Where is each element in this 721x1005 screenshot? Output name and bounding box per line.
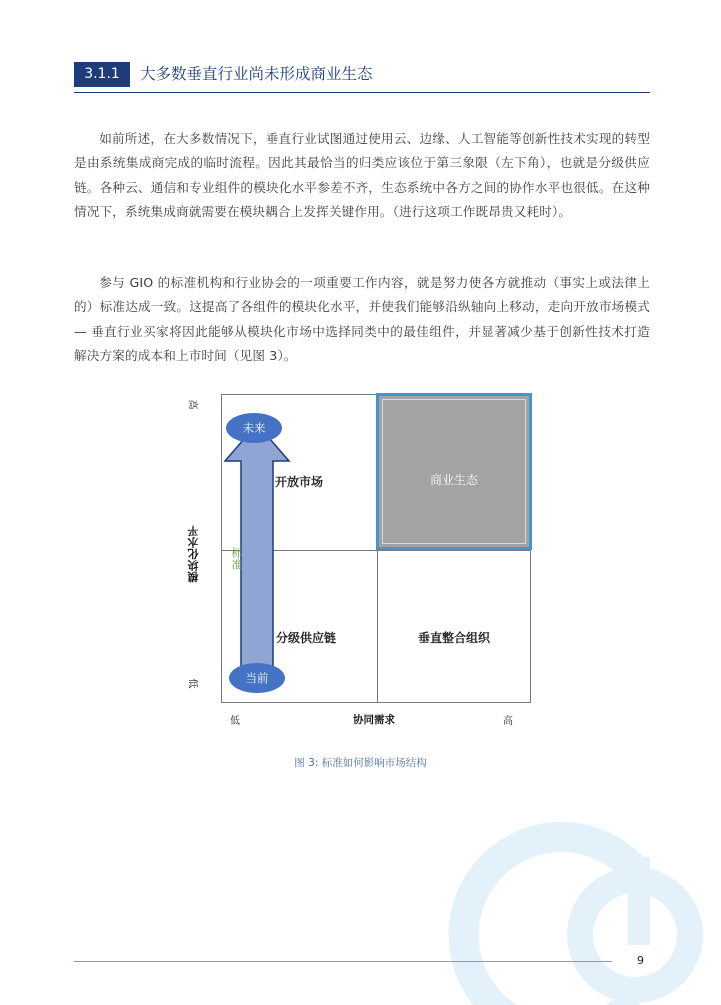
section-header	[74, 60, 650, 94]
quadrant-grid	[221, 394, 531, 703]
section-divider	[74, 92, 650, 93]
section-number: 3.1.1	[74, 62, 130, 87]
y-axis-title: 模块化水平	[187, 525, 200, 583]
future-pill: 未来	[226, 413, 282, 443]
body-paragraph-1: 如前所述，在大多数情况下，垂直行业试图通过使用云、边缘、人工智能等创新性技术实现的转型是由系统集成商完成的临时流程。因此其最恰当的归类应该位于第三象限（左下角），也就是分级供应链。各种云、通信和专业组件的模块化水平参差不齐，生态系统中各方之间的协作水平也很低。在这种情况下，系统集成商就需要在模块耦合上发挥关键作用。（进行这项工作既昂贵又耗时）。	[74, 131, 650, 220]
figure-caption: 图 3: 标准如何影响市场结构	[294, 757, 427, 769]
quadrant-label-vertical-integration: 垂直整合组织	[418, 631, 491, 645]
quadrant-label-open-market: 开放市场	[275, 475, 324, 489]
y-axis-high-label: 高	[186, 399, 198, 410]
section-title: 大多数垂直行业尚未形成商业生态	[140, 65, 373, 83]
x-axis-high-label: 高	[503, 716, 513, 727]
x-axis-title: 协同需求	[353, 714, 395, 726]
market-structure-figure	[170, 385, 550, 735]
body-paragraph-2: 参与 GIO 的标准机构和行业协会的一项重要工作内容，就是努力使各方就推动（事实上或法律上的）标准达成一致。这提高了各组件的模块化水平，并使我们能够沿纵轴向上移动，走向开放市场模式— 垂直行业买家将因此能够从模块化市场中选择同类中的最佳组件，并显著减少基于创新性技术打造解决方案的成本和上市时间（见图 3）。	[74, 275, 650, 364]
footer-divider	[74, 961, 612, 962]
x-axis-low-label: 低	[230, 716, 240, 727]
quadrant-label-ecosystem: 商业生态	[429, 473, 478, 487]
quadrant-label-supply-chain: 分级供应链	[276, 631, 337, 645]
current-pill: 当前	[229, 663, 285, 693]
y-axis-low-label: 低	[186, 678, 198, 689]
standard-label: 标准	[230, 547, 243, 571]
page-number: 9	[637, 954, 644, 967]
business-ecosystem-quadrant	[376, 393, 532, 550]
logo-watermark-icon	[440, 815, 721, 1005]
